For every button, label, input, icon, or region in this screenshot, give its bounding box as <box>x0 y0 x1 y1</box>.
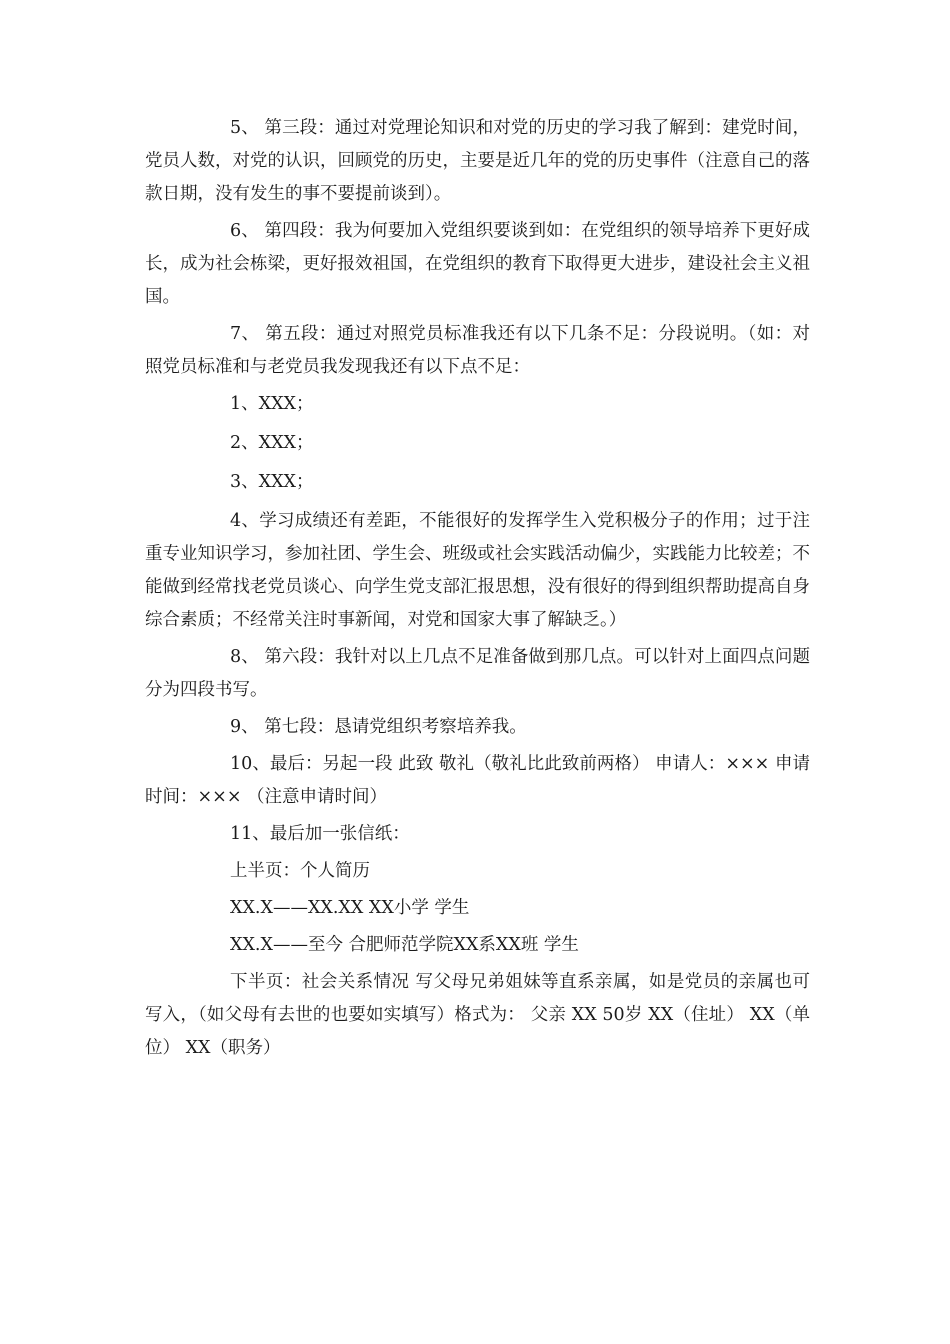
resume-line-1: XX.X——XX.XX XX小学 学生 <box>230 898 470 918</box>
resume-line-2: XX.X——至今 合肥师范学院XX系XX班 学生 <box>230 935 579 955</box>
paragraph-lower-half: 下半页：社会关系情况 写父母兄弟姐妹等直系亲属，如是党员的亲属也可写入，（如父母有去世的也要如实填写）格式为： 父亲 XX 50岁 XX（住址） XX（单位） XX（职务） <box>145 972 810 1058</box>
paragraph-section-6: 8、 第六段：我针对以上几点不足准备做到那几点。可以针对上面四点问题分为四段书写。 <box>145 647 810 700</box>
paragraph-section-3: 5、 第三段：通过对党理论知识和对党的历史的学习我了解到：建党时间，党员人数，对党的认识，回顾党的历史，主要是近几年的党的历史事件（注意自己的落款日期，没有发生的事不要提前谈到）。 <box>145 118 810 204</box>
paragraph-section-5: 7、 第五段：通过对照党员标准我还有以下几条不足：分段说明。（如：对照党员标准和与老党员我发现我还有以下点不足： <box>145 324 810 377</box>
list-item-1: 1、XXX； <box>230 394 314 414</box>
document-body <box>145 112 810 1069</box>
paragraph-section-4: 6、 第四段：我为何要加入党组织要谈到如：在党组织的领导培养下更好成长，成为社会栋梁，更好报效祖国，在党组织的教育下取得更大进步，建设社会主义祖国。 <box>145 221 810 307</box>
paragraph-closing: 10、最后：另起一段 此致 敬礼（敬礼比此致前两格） 申请人：××× 申请时间：××× （注意申请时间） <box>145 754 810 807</box>
paragraph-section-7: 9、 第七段：恳请党组织考察培养我。 <box>230 717 527 737</box>
list-item-2: 2、XXX； <box>230 433 314 453</box>
list-item-3: 3、XXX； <box>230 472 314 492</box>
list-item-4: 4、学习成绩还有差距，不能很好的发挥学生入党积极分子的作用；过于注重专业知识学习，参加社团、学生会、班级或社会实践活动偏少，实践能力比较差；不能做到经常找老党员谈心、向学生党支部汇报思想，没有很好的得到组织帮助提高自身综合素质；不经常关注时事新闻，对党和国家大事了解缺乏。） <box>145 511 810 630</box>
paragraph-upper-half: 上半页：个人简历 <box>230 861 370 881</box>
paragraph-extra-sheet: 11、最后加一张信纸： <box>230 824 410 844</box>
